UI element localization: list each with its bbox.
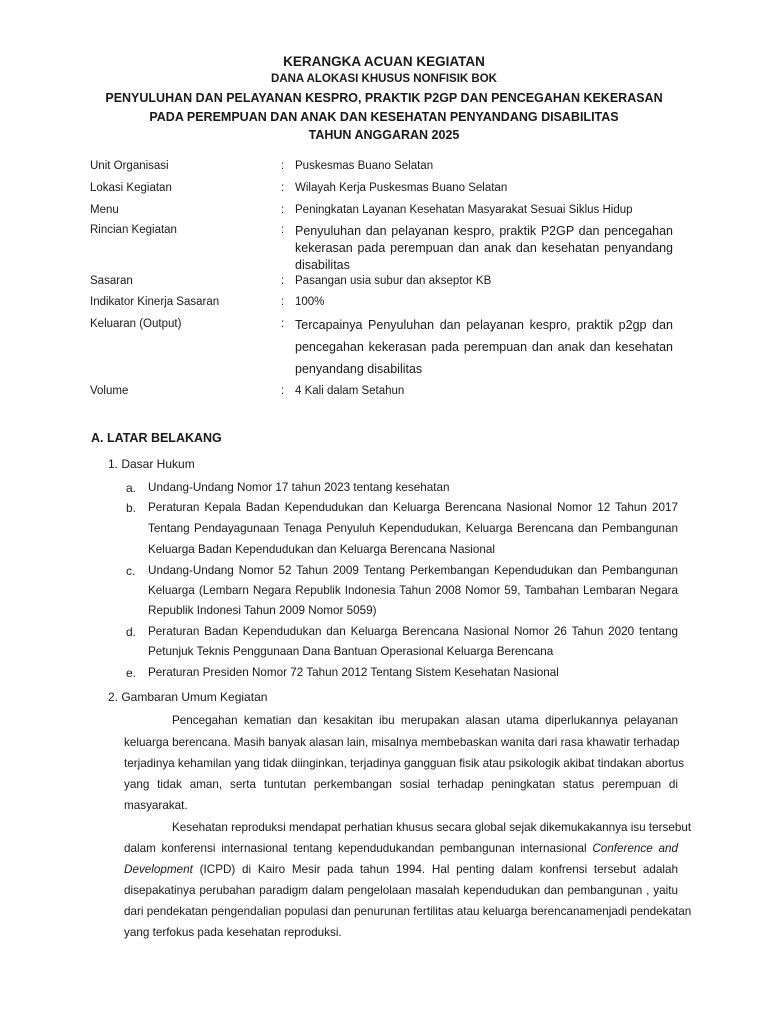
list-marker: c. <box>126 564 136 578</box>
paragraph-line <box>124 842 678 855</box>
list-item-line: Keluarga Badan Kependudukan dan Keluarga Berencana Nasional <box>148 543 495 556</box>
info-value-details-line: Penyuluhan dan pelayanan kespro, praktik P2GP dan pencegahan <box>295 224 673 238</box>
info-label-volume: Volume <box>90 385 129 397</box>
info-value-indicator: 100% <box>295 296 325 308</box>
paragraph-line: yang terfokus pada kesehatan reproduksi. <box>124 926 342 939</box>
info-value-output-line: pencegahan kekerasan pada perempuan dan anak dan kesehatan <box>295 340 673 354</box>
list-item-line: Petunjuk Teknis Penggunaan Dana Bantuan Operasional Keluarga Berencana <box>148 645 554 658</box>
fiscal-year: TAHUN ANGGARAN 2025 <box>308 128 460 142</box>
info-colon: : <box>281 160 285 172</box>
subsection-heading: 1. Dasar Hukum <box>108 457 195 471</box>
paragraph-italic-text: Conference and <box>592 842 678 855</box>
info-value-volume: 4 Kali dalam Setahun <box>295 385 405 397</box>
info-value-details-line: disabilitas <box>295 258 350 272</box>
subsection-heading: 2. Gambaran Umum Kegiatan <box>108 690 268 704</box>
list-item-line: Undang-Undang Nomor 17 tahun 2023 tentang kesehatan <box>148 481 450 494</box>
info-colon: : <box>281 182 285 194</box>
paragraph-line: keluarga berencana. Masih banyak alasan lain, misalnya membebaskan wanita dari rasa khawatir terhadap <box>124 736 680 749</box>
section-heading: A. LATAR BELAKANG <box>91 431 222 445</box>
activity-title-line-2: PADA PEREMPUAN DAN ANAK DAN KESEHATAN PENYANDANG DISABILITAS <box>149 110 619 124</box>
info-value-details-line: kekerasan pada perempuan dan anak dan kesehatan penyandang <box>295 241 673 255</box>
paragraph-line: dari pendekatan pengendalian populasi dan penurunan fertilitas atau keluarga berencanamenjadi pendekatan <box>124 905 692 918</box>
info-colon: : <box>281 204 285 216</box>
info-label-unit: Unit Organisasi <box>90 160 169 172</box>
info-value-menu: Peningkatan Layanan Kesehatan Masyarakat Sesuai Siklus Hidup <box>295 204 633 216</box>
info-colon: : <box>281 224 285 236</box>
info-label-output: Keluaran (Output) <box>90 318 182 330</box>
list-marker: a. <box>126 481 137 495</box>
paragraph-line: masyarakat. <box>124 799 188 812</box>
activity-title-line-1: PENYULUHAN DAN PELAYANAN KESPRO, PRAKTIK P2GP DAN PENCEGAHAN KEKERASAN <box>105 91 663 105</box>
paragraph-line: yang tidak aman, serta tuntutan perkembangan sosial terhadap peningkatan status perempuan di <box>124 778 678 791</box>
info-colon: : <box>281 296 285 308</box>
info-value-unit: Puskesmas Buano Selatan <box>295 160 434 172</box>
paragraph-line: terjadinya kehamilan yang tidak diinginkan, terjadinya gangguan fisik atau psikologik akibat tindakan abortus <box>124 757 685 770</box>
info-colon: : <box>281 385 285 397</box>
paragraph-line: Kesehatan reproduksi mendapat perhatian khusus secara global sejak dikemukakannya isu tersebut <box>172 821 692 834</box>
info-value-output-line: Tercapainya Penyuluhan dan pelayanan kespro, praktik p2gp dan <box>295 318 673 332</box>
document-subtitle: DANA ALOKASI KHUSUS NONFISIK BOK <box>271 73 497 85</box>
list-marker: d. <box>126 625 137 639</box>
list-item-line: Keluarga (Lembarn Negara Republik Indonesia Tahun 2008 Nomor 59, Tambahan Lembaran Negara <box>148 584 678 597</box>
info-label-menu: Menu <box>90 204 119 216</box>
info-label-details: Rincian Kegiatan <box>90 224 177 236</box>
paragraph-line: Pencegahan kematian dan kesakitan ibu merupakan alasan utama diperlukannya pelayanan <box>172 714 678 727</box>
list-item-line: Peraturan Kepala Badan Kependudukan dan Keluarga Berencana Nasional Nomor 12 Tahun 2017 <box>148 501 678 514</box>
list-marker: b. <box>126 501 137 515</box>
document-title: KERANGKA ACUAN KEGIATAN <box>283 54 485 69</box>
paragraph-line: disepakatinya perubahan paradigm dalam pengelolaan masalah kependudukan dan pembangunan , yaitu <box>124 884 678 897</box>
paragraph-text: (ICPD) di Kairo Mesir pada tahun 1994. Hal penting dalam konfrensi tersebut adalah <box>199 863 678 876</box>
info-colon: : <box>281 318 285 330</box>
list-marker: e. <box>126 666 137 680</box>
list-item-line: Peraturan Presiden Nomor 72 Tahun 2012 Tentang Sistem Kesehatan Nasional <box>148 666 559 679</box>
list-item-line: Peraturan Badan Kependudukan dan Keluarga Berencana Nasional Nomor 26 Tahun 2020 tentang <box>148 625 678 638</box>
info-label-location: Lokasi Kegiatan <box>90 182 172 194</box>
list-item-line: Tentang Pendayagunaan Tenaga Penyuluh Kependudukan, Keluarga Berencana dan Pembangunan <box>148 522 678 535</box>
paragraph-text: dalam konferensi internasional tentang kependudukandan pembangunan internasional <box>124 842 587 855</box>
info-colon: : <box>281 275 285 287</box>
paragraph-italic-text: Development <box>124 863 193 876</box>
list-item-line: Undang-Undang Nomor 52 Tahun 2009 Tentang Perkembangan Kependudukan dan Pembangunan <box>148 564 678 577</box>
info-label-target: Sasaran <box>90 275 133 287</box>
paragraph-line <box>124 863 678 876</box>
info-value-output-line: penyandang disabilitas <box>295 362 423 376</box>
info-value-location: Wilayah Kerja Puskesmas Buano Selatan <box>295 182 508 194</box>
info-value-target: Pasangan usia subur dan akseptor KB <box>295 275 492 287</box>
info-label-indicator: Indikator Kinerja Sasaran <box>90 296 220 308</box>
list-item-line: Republik Indonesi Tahun 2009 Nomor 5059) <box>148 604 377 617</box>
